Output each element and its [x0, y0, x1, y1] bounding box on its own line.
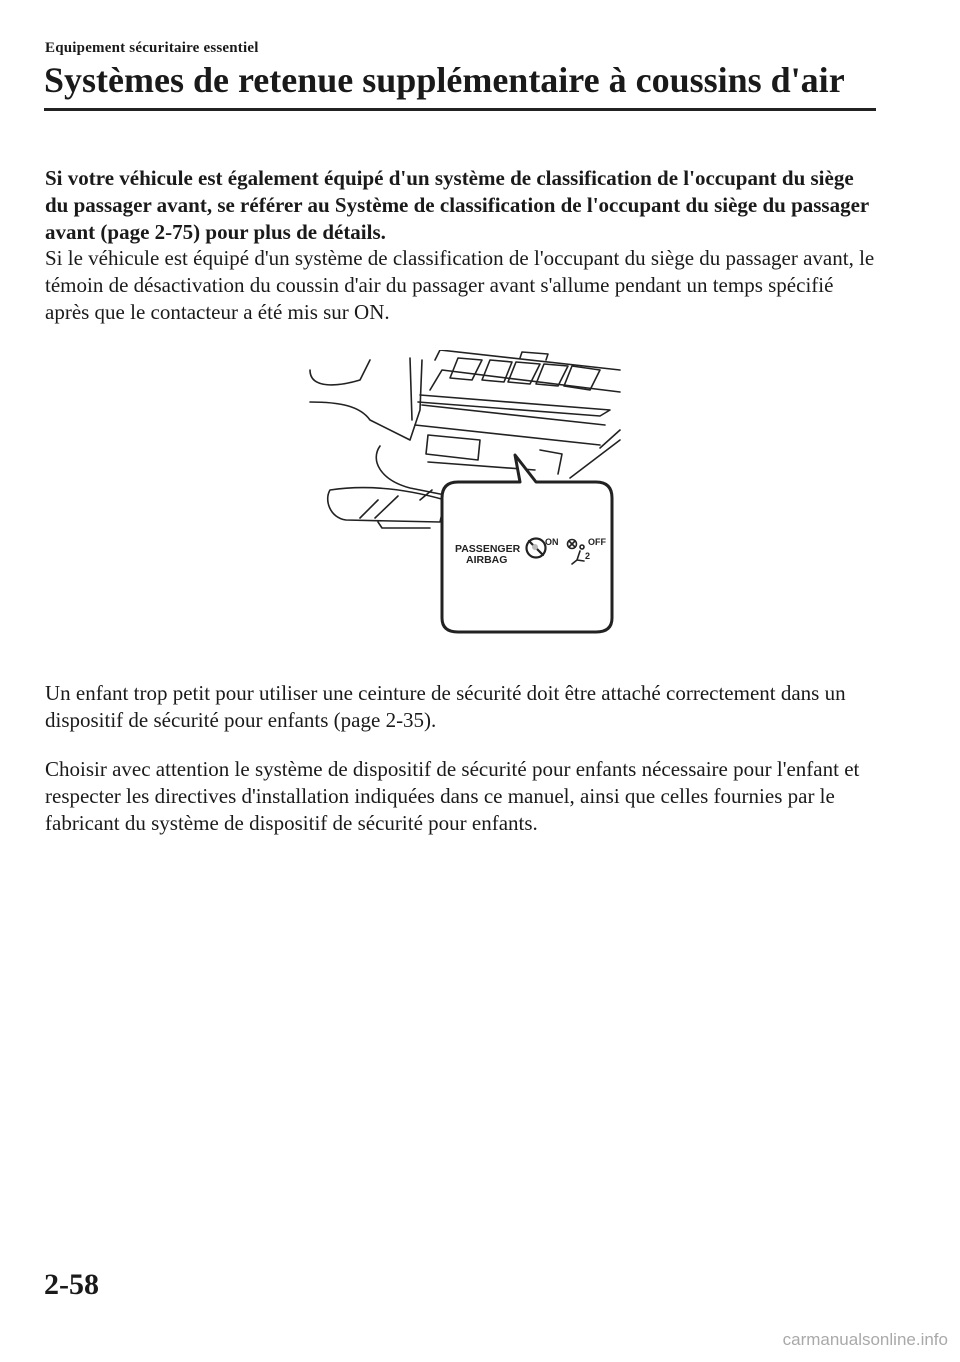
airbag-label: AIRBAG	[466, 554, 508, 566]
paragraph-indicator: Si le véhicule est équipé d'un système de classification de l'occupant du siège du passager avant, le témoin de désactivation du coussin d'air du passager avant s'allume pendant un temps spécifié après que le contacteur a été mis sur ON.	[45, 246, 875, 324]
off-number: 2	[585, 551, 591, 561]
paragraph-child-restraint: Choisir avec attention le système de dispositif de sécurité pour enfants nécessaire pour l'enfant et respecter les directives d'installation indiquées dans ce manuel, ainsi que celles fournies par le fabricant du système de dispositif de sécurité pour enfants.	[45, 757, 860, 835]
on-label: ON	[545, 537, 559, 547]
page-number: 2-58	[44, 1268, 99, 1301]
paragraph-child-seat: Un enfant trop petit pour utiliser une ceinture de sécurité doit être attaché correctement dans un dispositif de sécurité pour enfants (page 2-35).	[45, 681, 846, 732]
page-title: Systèmes de retenue supplémentaire à coussins d'air	[44, 60, 845, 100]
title-rule	[44, 108, 876, 111]
indicator-figure	[300, 350, 625, 640]
off-label: OFF	[588, 537, 606, 547]
section-label: Equipement sécuritaire essentiel	[45, 40, 259, 56]
watermark: carmanualsonline.info	[782, 1330, 948, 1349]
bold-paragraph: Si votre véhicule est également équipé d'un système de classification de l'occupant du siège du passager avant, se référer au Système de classification de l'occupant du siège du passager avant (page 2-75) pour plus de détails.	[45, 166, 869, 244]
dashboard-illustration	[300, 350, 625, 640]
passenger-label: PASSENGER	[455, 543, 521, 555]
